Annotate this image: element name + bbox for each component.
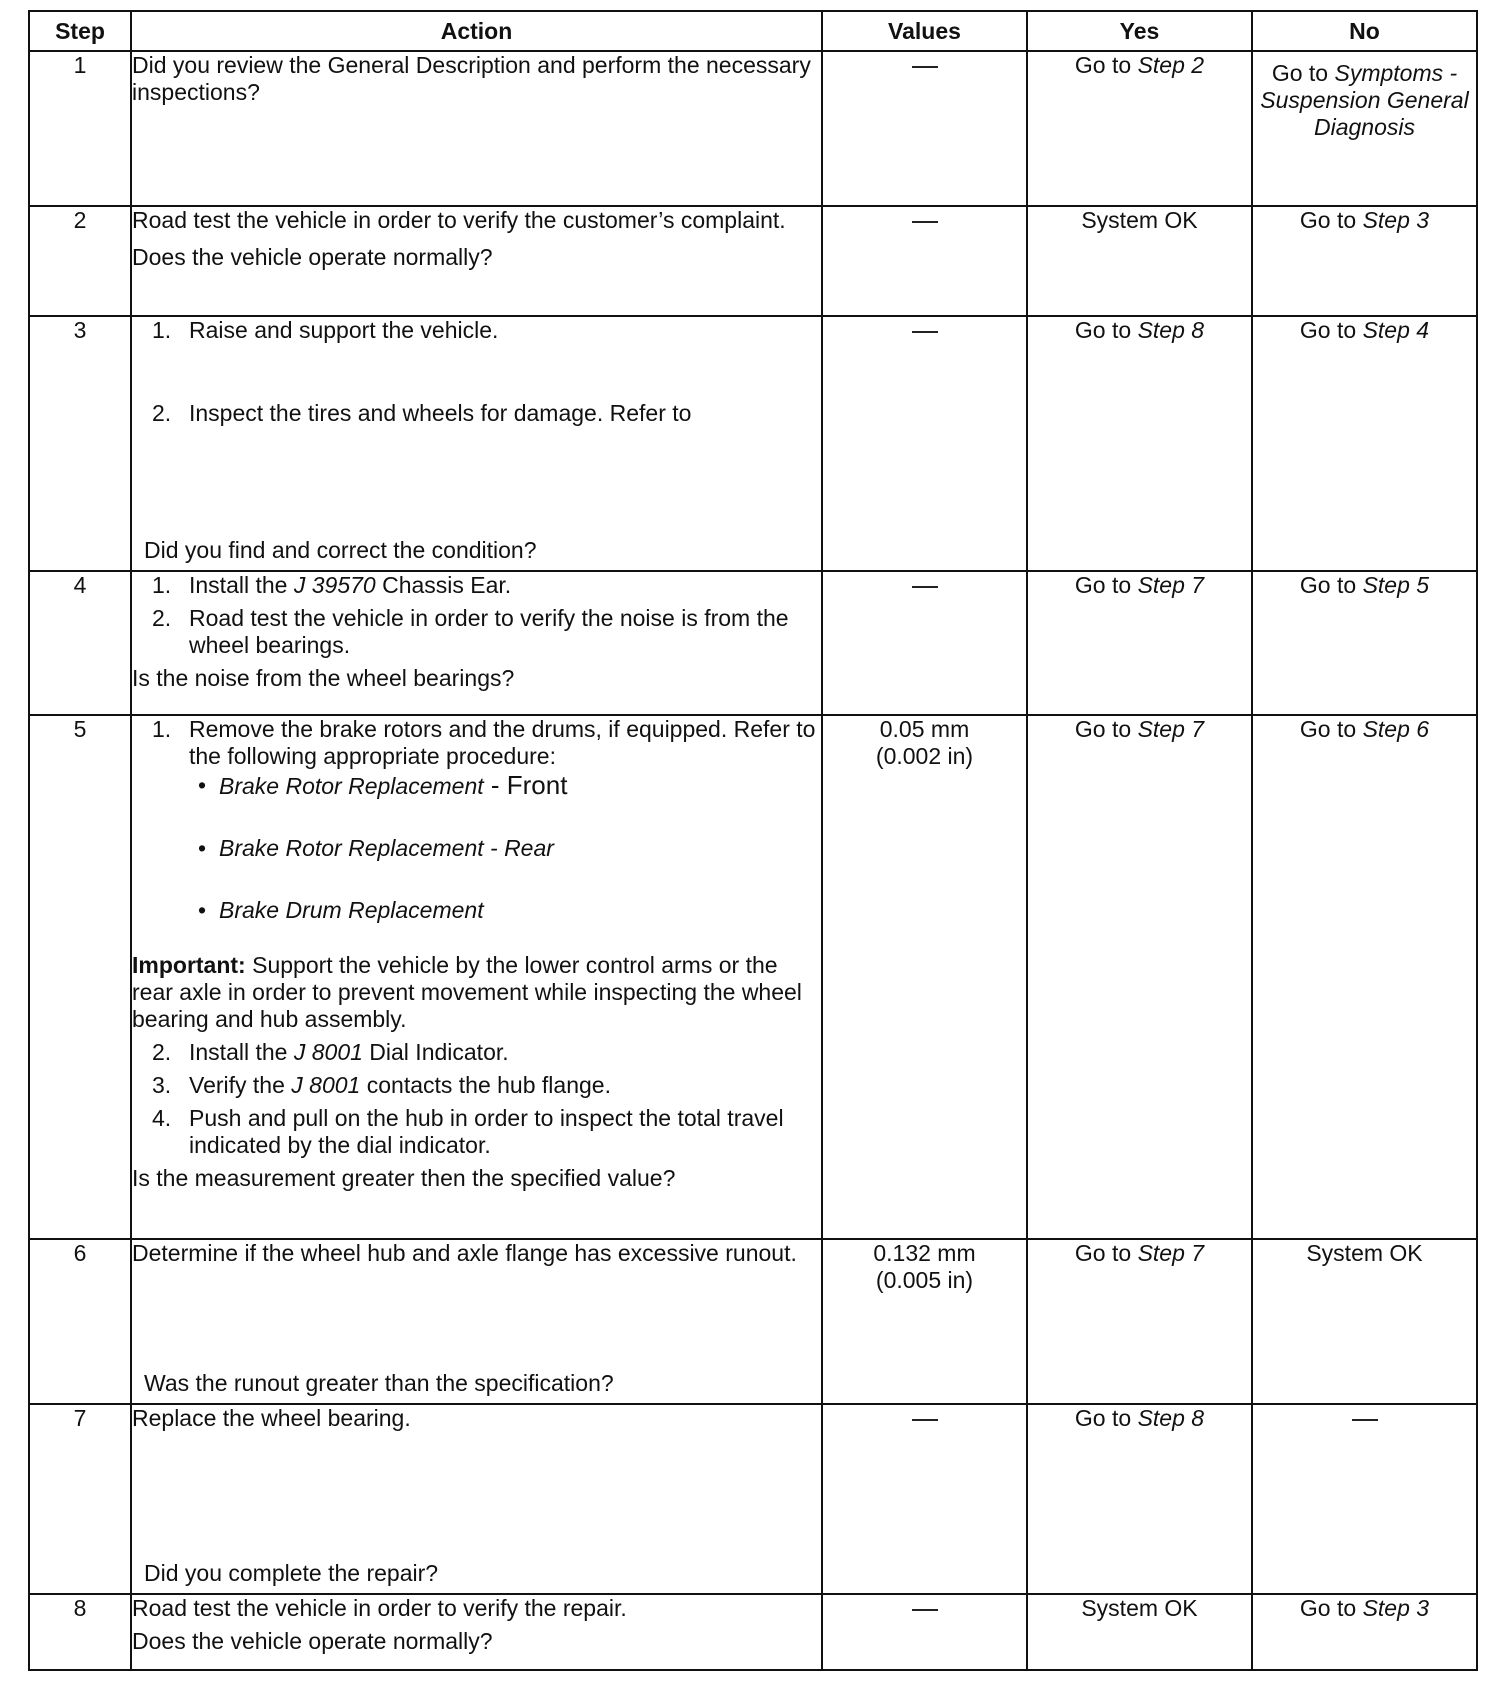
- values-cell: [822, 206, 1027, 316]
- step-link[interactable]: Step 8: [1137, 317, 1205, 343]
- header-yes: Yes: [1027, 11, 1252, 51]
- no-cell: [1252, 715, 1477, 1239]
- goto-prefix: Go to: [1074, 317, 1132, 343]
- step-number: 5: [29, 715, 131, 1239]
- values-cell: [822, 51, 1027, 206]
- table-row: [29, 206, 1477, 316]
- numbered-list: [132, 572, 821, 659]
- yes-cell: [1027, 1239, 1252, 1404]
- values-cell: [822, 571, 1027, 715]
- tool-name: J 8001: [291, 1072, 361, 1098]
- spec-value: 0.05 mm: [879, 716, 970, 742]
- yes-cell: [1027, 571, 1252, 715]
- step-link[interactable]: Step 3: [1362, 1595, 1430, 1621]
- goto-prefix: Go to: [1299, 1595, 1357, 1621]
- header-step: Step: [29, 11, 131, 51]
- step-link[interactable]: Step 7: [1137, 1240, 1205, 1266]
- action-question: Did you complete the repair?: [144, 1560, 439, 1586]
- dash-mark: [1352, 1419, 1378, 1421]
- tool-name: J 8001: [293, 1039, 363, 1065]
- table-row: [29, 571, 1477, 715]
- action-text: Replace the wheel bearing.: [132, 1405, 411, 1431]
- values-cell: [822, 1594, 1027, 1670]
- step-number: 6: [29, 1239, 131, 1404]
- spec-value: 0.132 mm: [873, 1240, 976, 1266]
- step-link[interactable]: Step 2: [1137, 52, 1205, 78]
- dash-mark: [912, 586, 938, 588]
- values-cell: [822, 1239, 1027, 1404]
- procedure-link[interactable]: • Brake Drum Replacement: [198, 897, 484, 923]
- step-link[interactable]: Step 7: [1137, 716, 1205, 742]
- no-cell: [1252, 1404, 1477, 1594]
- numbered-list: [132, 1039, 821, 1159]
- action-question: Did you find and correct the condition?: [144, 537, 537, 563]
- list-item: 4. Push and pull on the hub in order to inspect the total travel indicated by the dial indicator.: [152, 1105, 784, 1158]
- list-item: 1. Install the J 39570 Chassis Ear.: [152, 572, 512, 598]
- action-text: Road test the vehicle in order to verify the customer’s complaint.: [132, 207, 786, 233]
- action-cell: [131, 51, 822, 206]
- diagnostic-table: [28, 10, 1478, 1671]
- step-link[interactable]: Step 6: [1362, 716, 1430, 742]
- yes-cell: System OK: [1027, 206, 1252, 316]
- step-link[interactable]: Step 4: [1362, 317, 1430, 343]
- yes-cell: [1027, 51, 1252, 206]
- goto-prefix: Go to: [1271, 60, 1329, 86]
- procedure-link[interactable]: • Brake Rotor Replacement - Rear: [198, 835, 554, 861]
- header-values: Values: [822, 11, 1027, 51]
- action-cell: [131, 715, 822, 1239]
- goto-prefix: Go to: [1299, 207, 1357, 233]
- yes-cell: [1027, 715, 1252, 1239]
- goto-prefix: Go to: [1074, 1240, 1132, 1266]
- list-item: 2. Install the J 8001 Dial Indicator.: [152, 1039, 509, 1065]
- step-number: 7: [29, 1404, 131, 1594]
- step-number: 4: [29, 571, 131, 715]
- values-cell: [822, 316, 1027, 571]
- values-cell: [822, 715, 1027, 1239]
- action-cell: [131, 206, 822, 316]
- dash-mark: [912, 331, 938, 333]
- dash-mark: [912, 1419, 938, 1421]
- yes-cell: System OK: [1027, 1594, 1252, 1670]
- spec-value-imperial: (0.002 in): [875, 743, 974, 769]
- table-row: [29, 1239, 1477, 1404]
- action-cell: [131, 1404, 822, 1594]
- tool-name: J 39570: [293, 572, 376, 598]
- action-cell: [131, 1239, 822, 1404]
- numbered-list: [132, 716, 821, 924]
- action-text: Did you review the General Description and perform the necessary inspections?: [132, 52, 811, 105]
- step-link[interactable]: Step 3: [1362, 207, 1430, 233]
- header-row: [29, 11, 1477, 51]
- table-row: [29, 316, 1477, 571]
- step-link[interactable]: Step 8: [1137, 1405, 1205, 1431]
- goto-prefix: Go to: [1074, 1405, 1132, 1431]
- step-link[interactable]: Step 7: [1137, 572, 1205, 598]
- step-number: 8: [29, 1594, 131, 1670]
- table-row: [29, 1404, 1477, 1594]
- action-question: Is the noise from the wheel bearings?: [132, 665, 515, 691]
- table-row: [29, 1594, 1477, 1670]
- numbered-list: [132, 317, 821, 427]
- list-item: 2. Road test the vehicle in order to verify the noise is from the wheel bearings.: [152, 605, 789, 658]
- action-text: Road test the vehicle in order to verify the repair.: [132, 1595, 627, 1621]
- action-question: Was the runout greater than the specification?: [144, 1370, 614, 1396]
- dash-mark: [912, 66, 938, 68]
- step-number: 2: [29, 206, 131, 316]
- header-no: No: [1252, 11, 1477, 51]
- goto-prefix: Go to: [1074, 52, 1132, 78]
- values-cell: [822, 1404, 1027, 1594]
- step-number: 1: [29, 51, 131, 206]
- header-action: Action: [131, 11, 822, 51]
- dash-mark: [912, 221, 938, 223]
- goto-prefix: Go to: [1299, 716, 1357, 742]
- symptoms-link[interactable]: Symptoms - Suspension General Diagnosis: [1260, 60, 1469, 140]
- important-note: Important: Support the vehicle by the lower control arms or the rear axle in order to prevent movement while inspecting the wheel bearing and hub assembly.: [132, 952, 802, 1032]
- goto-prefix: Go to: [1299, 317, 1357, 343]
- action-cell: [131, 316, 822, 571]
- action-question: Does the vehicle operate normally?: [132, 244, 493, 270]
- action-text: Determine if the wheel hub and axle flange has excessive runout.: [132, 1240, 797, 1266]
- procedure-link[interactable]: • Brake Rotor Replacement - Front: [198, 770, 568, 800]
- step-number: 3: [29, 316, 131, 571]
- action-cell: [131, 1594, 822, 1670]
- spec-value-imperial: (0.005 in): [875, 1267, 974, 1293]
- no-cell: System OK: [1252, 1239, 1477, 1404]
- no-cell: [1252, 51, 1477, 206]
- action-cell: [131, 571, 822, 715]
- table-row: [29, 51, 1477, 206]
- goto-prefix: Go to: [1299, 572, 1357, 598]
- no-cell: [1252, 1594, 1477, 1670]
- action-question: Is the measurement greater then the specified value?: [132, 1165, 676, 1191]
- table-row: [29, 715, 1477, 1239]
- step-link[interactable]: Step 5: [1362, 572, 1430, 598]
- procedure-list: [132, 772, 821, 924]
- dash-mark: [912, 1609, 938, 1611]
- no-cell: [1252, 571, 1477, 715]
- no-cell: [1252, 206, 1477, 316]
- list-item: 1. Raise and support the vehicle.: [152, 317, 499, 343]
- list-item: 2. Inspect the tires and wheels for damage. Refer to: [152, 400, 692, 426]
- list-item: 1. Remove the brake rotors and the drums, if equipped. Refer to the following appropriate procedure: • Brake Rotor Replacement - Front • Brake Rotor Replacement - Rear • Brake Drum Replacement: [132, 716, 821, 924]
- goto-prefix: Go to: [1074, 716, 1132, 742]
- goto-prefix: Go to: [1074, 572, 1132, 598]
- list-item: 3. Verify the J 8001 contacts the hub flange.: [152, 1072, 611, 1098]
- no-cell: [1252, 316, 1477, 571]
- yes-cell: [1027, 316, 1252, 571]
- yes-cell: [1027, 1404, 1252, 1594]
- action-question: Does the vehicle operate normally?: [132, 1628, 493, 1654]
